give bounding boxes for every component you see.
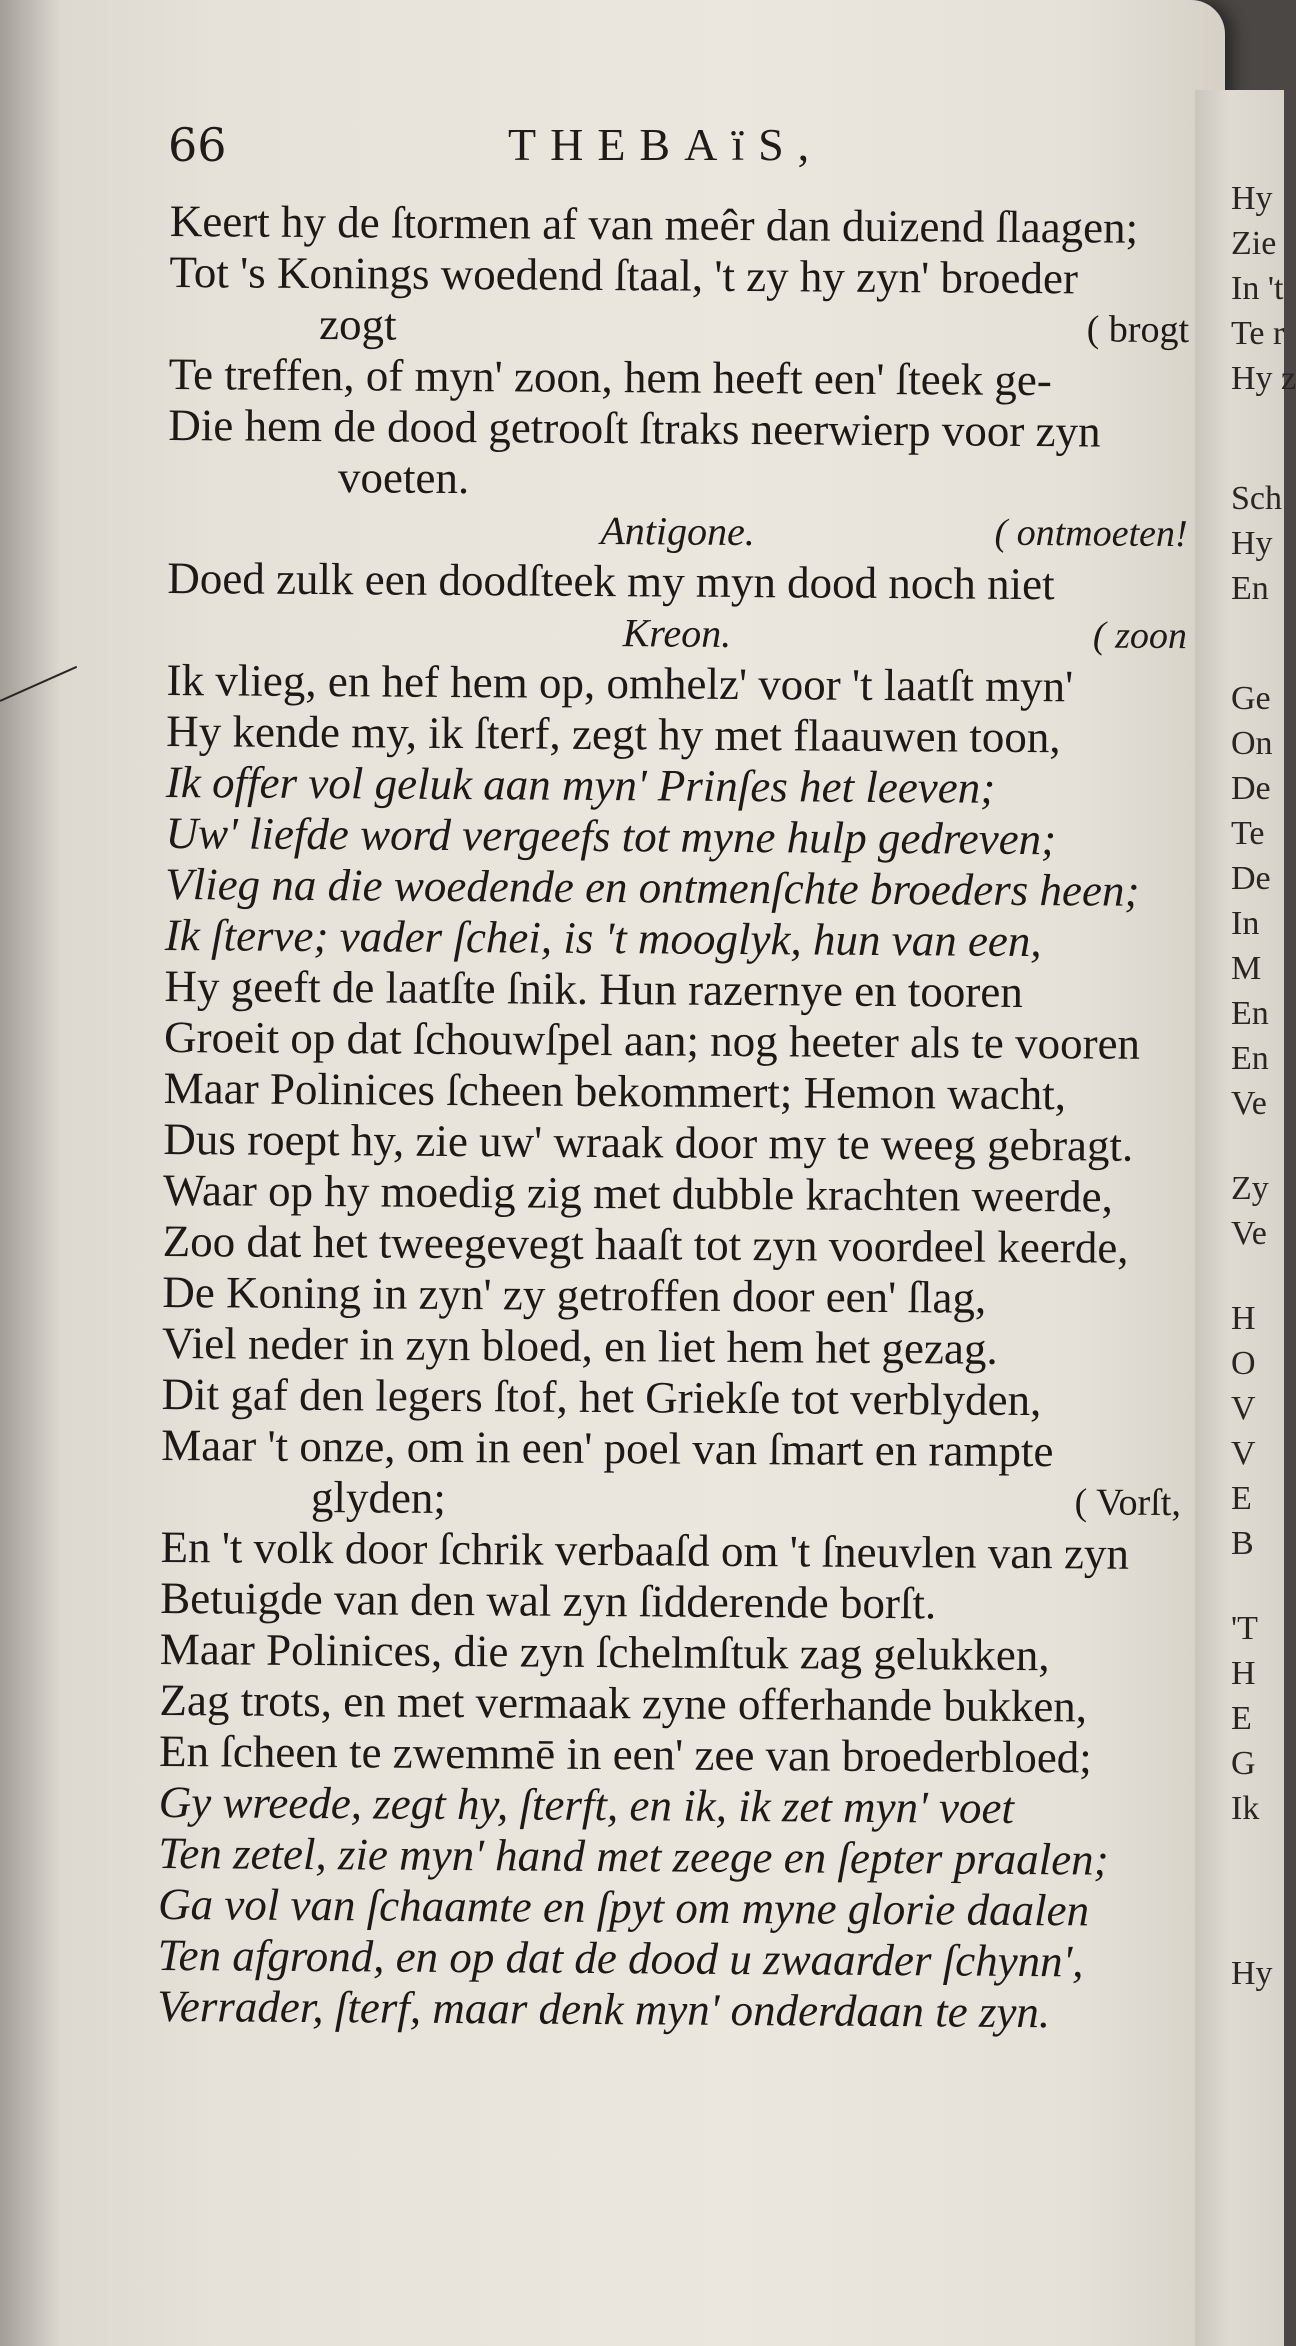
verse-line (159, 1777, 1179, 1835)
facing-page-fragment: Sch (1231, 480, 1282, 517)
facing-page-fragment: H (1231, 1300, 1256, 1337)
facing-page-fragment: Ve (1231, 1085, 1267, 1122)
page-header (168, 118, 1168, 178)
line-text: Vlieg na die woedende en ontmenſchte broeders heen; (165, 858, 1140, 916)
line-turnover: ( brogt (1086, 308, 1190, 352)
page-number: 66 (168, 118, 227, 172)
line-text: Ik vlieg, en hef hem op, omhelz' voor 't laatſt myn' (166, 654, 1074, 712)
verse-line (160, 1573, 1180, 1631)
line-text: Verrader, ſterf, maar denk myn' onderdaan te zyn. (157, 1980, 1051, 2038)
verse-line (160, 1522, 1180, 1580)
verse-line (166, 655, 1186, 713)
verse-line (169, 349, 1189, 407)
facing-page-fragment: B (1231, 1525, 1254, 1562)
line-text: Antigone. (600, 508, 756, 555)
line-text: Waar op hy moedig zig met dubble krachten weerde, (162, 1164, 1113, 1222)
verse-line (160, 1624, 1180, 1682)
line-text: En ſcheen te zwemmē in een' zee van broederbloed; (158, 1725, 1092, 1783)
line-text: Maar Polinices ſcheen bekommert; Hemon wacht, (163, 1062, 1067, 1120)
facing-page-fragment: M (1231, 950, 1262, 987)
facing-page-fragment: De (1231, 770, 1271, 807)
facing-page-fragment: E (1231, 1700, 1252, 1737)
line-text: Tot 's Konings woedend ſtaal, 't zy hy zyn' broeder (169, 246, 1079, 304)
line-text: Ga vol van ſchaamte en ſpyt om myne glorie daalen (157, 1878, 1090, 1936)
verse-line (162, 1318, 1182, 1376)
facing-page-fragment: Hy (1231, 525, 1273, 562)
facing-page-fragment: Ve (1231, 1215, 1267, 1252)
facing-page-fragment: Te (1231, 815, 1265, 852)
facing-page-fragment: In (1231, 905, 1260, 942)
speaker-name (167, 604, 1187, 662)
line-text: Ik ſterve; vader ſchei, is 't mooglyk, hun van een, (164, 909, 1042, 967)
line-turnover: ( ontmoeten! (994, 511, 1188, 556)
line-text: Ik offer vol geluk aan myn' Prinſes het leeven; (165, 756, 996, 813)
facing-page-fragment: H (1231, 1655, 1256, 1692)
facing-page-fragment: G (1231, 1745, 1256, 1782)
verse-line (165, 859, 1185, 917)
line-text: De Koning in zyn' zy getroffen door een' ſlag, (162, 1266, 987, 1323)
verse-line (164, 961, 1184, 1019)
verse-line (166, 706, 1186, 764)
facing-page-edge (1195, 90, 1296, 2346)
facing-page-fragment: V (1231, 1435, 1256, 1472)
line-turnover: ( Vorſt, (1074, 1481, 1182, 1525)
verse-line (162, 1267, 1182, 1325)
facing-page-fragment: E (1231, 1480, 1252, 1517)
facing-page-fragment: En (1231, 995, 1269, 1032)
gutter-shadow (0, 0, 60, 2346)
line-text: Uw' liefde word vergeefs tot myne hulp gedreven; (165, 807, 1057, 865)
line-text: glyden; (310, 1472, 447, 1523)
facing-page-fragment: Zy (1231, 1170, 1269, 1207)
line-text: Keert hy de ſtormen af van meêr dan duizend ſlaagen; (169, 196, 1139, 253)
line-text: Kreon. (622, 610, 732, 656)
line-text: Ten zetel, zie myn' hand met zeege en ſepter praalen; (158, 1827, 1109, 1885)
verse-line (167, 553, 1187, 611)
facing-page-fragment: Hy (1231, 180, 1273, 217)
verse-line (165, 910, 1185, 968)
verse-line (168, 451, 1188, 509)
line-text: Gy wreede, zegt hy, ſterft, en ik, ik zet myn' voet (158, 1776, 1015, 1833)
line-text: voeten. (337, 452, 470, 504)
verse-line (165, 808, 1185, 866)
facing-page-fragment: Hy z (1231, 360, 1296, 397)
facing-page-fragment: On (1231, 725, 1273, 762)
line-text: Zoo dat het tweegevegt haaſt tot zyn voordeel keerde, (162, 1215, 1129, 1273)
line-text: Hy geeft de laatſte ſnik. Hun razernye en tooren (164, 960, 1024, 1017)
line-turnover: ( zoon (1092, 614, 1188, 658)
verse-line (169, 298, 1189, 356)
verse-line (169, 247, 1189, 305)
line-text: zogt (318, 299, 397, 350)
running-title: THEBAïS, (508, 119, 824, 170)
line-text: Hy kende my, ik ſterf, zegt hy met flaauwen toon, (166, 705, 1061, 763)
line-text: Maar 't onze, om in een' poel van ſmart en rampte (161, 1419, 1054, 1477)
verse-line (159, 1726, 1179, 1784)
verse-line (158, 1930, 1178, 1988)
facing-page-fragment: 'T (1231, 1610, 1258, 1647)
line-text: Viel neder in zyn bloed, en liet hem het gezag. (161, 1317, 998, 1374)
facing-page-fragment: En (1231, 1040, 1269, 1077)
facing-page-fragment: V (1231, 1390, 1256, 1427)
facing-page-fragment: Hy (1231, 1955, 1273, 1992)
verse-line (170, 196, 1190, 254)
verse-line (164, 1063, 1184, 1121)
facing-page-fragment: In 't (1231, 270, 1284, 307)
line-text: Doed zulk een doodſteek my myn dood noch niet (167, 552, 1055, 610)
facing-page-fragment: En (1231, 570, 1269, 607)
verse-line (161, 1420, 1181, 1478)
verse-text (157, 196, 1190, 2039)
facing-page-fragment: Ge (1231, 680, 1271, 717)
facing-page-fragment: Zie (1231, 225, 1277, 262)
verse-line (163, 1114, 1183, 1172)
line-text: Groeit op dat ſchouwſpel aan; nog heeter als te vooren (163, 1011, 1141, 1069)
facing-page-fragment: Te r (1231, 315, 1285, 352)
verse-line (163, 1216, 1183, 1274)
verse-line (157, 1981, 1177, 2039)
line-text: Dit gaf den legers ſtof, het Griekſe tot verblyden, (161, 1368, 1042, 1426)
verse-line (158, 1828, 1178, 1886)
line-text: Te treffen, of myn' zoon, hem heeft een' ſteek ge- (168, 348, 1053, 406)
verse-line (159, 1675, 1179, 1733)
line-text: Ten afgrond, en op dat de dood u zwaarder ſchynn', (157, 1929, 1084, 1987)
line-text: Die hem de dood getrooſt ſtraks neerwierp voor zyn (168, 399, 1101, 457)
verse-line (164, 1012, 1184, 1070)
line-text: En 't volk door ſchrik verbaaſd om 't ſneuvlen van zyn (160, 1521, 1130, 1579)
speaker-name (168, 502, 1188, 560)
verse-line (163, 1165, 1183, 1223)
line-text: Maar Polinices, die zyn ſchelmſtuk zag gelukken, (159, 1623, 1050, 1681)
line-text: Dus roept hy, zie uw' wraak door my te weeg gebragt. (163, 1113, 1134, 1171)
facing-page-fragment: Ik (1231, 1790, 1260, 1827)
facing-page-fragment: De (1231, 860, 1271, 897)
verse-line (161, 1471, 1181, 1529)
verse-line (166, 757, 1186, 815)
verse-line (161, 1369, 1181, 1427)
verse-line (168, 400, 1188, 458)
line-text: Betuigde van den wal zyn ſidderende borſt. (160, 1572, 937, 1629)
line-text: Zag trots, en met vermaak zyne offerhande bukken, (159, 1674, 1088, 1732)
verse-line (158, 1879, 1178, 1937)
facing-page-fragment: O (1231, 1345, 1256, 1382)
